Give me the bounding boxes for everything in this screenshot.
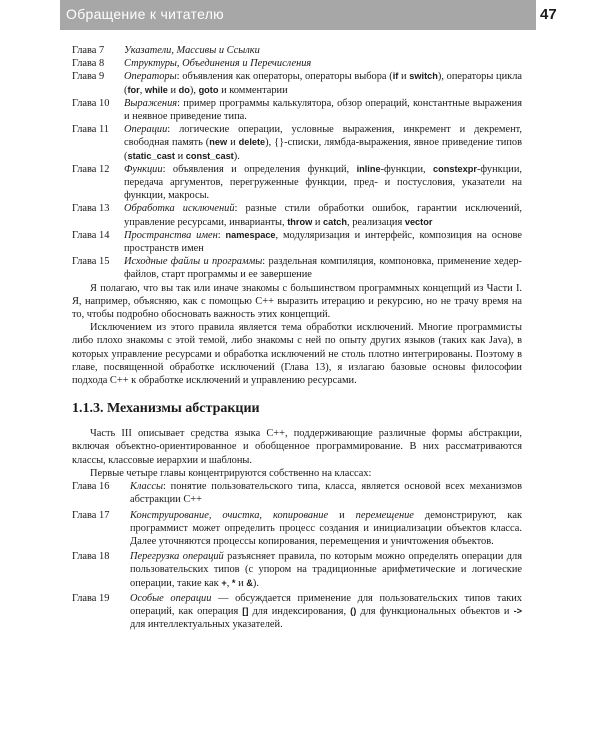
chapter-text: ), операторы цикла (	[124, 71, 522, 96]
chapter-topic: Пространства имен	[124, 229, 218, 241]
chapter-description	[124, 70, 522, 96]
chapter-entry	[72, 592, 522, 632]
chapter-description	[124, 202, 522, 228]
chapter-entry	[72, 163, 522, 203]
chapter-text: и	[174, 150, 186, 162]
chapter-text: : объявления и определения функций,	[162, 163, 357, 175]
code-keyword: throw	[287, 216, 313, 227]
chapter-topic: Перегрузка операций	[130, 551, 224, 563]
paragraph-part-three: Часть III описывает средства языка C++, поддерживающие различные формы абстракции, включая объектно-ориентированное и обобщенное программирование. В них рассматриваются классы, классовые иерархии и шаблоны.	[72, 428, 522, 466]
chapter-description	[124, 57, 522, 70]
chapter-topic: перемещение	[355, 509, 414, 521]
chapter-text: демонстрируют, как программист может определить процесс создания и инициализации объектов класса. Далее уточняются процессы копирования, перемещения и уничтожения объектов.	[130, 509, 522, 547]
chapter-text: : разные стили обработки ошибок, гарантии исключений, управление ресурсами, инварианты,	[124, 203, 522, 228]
chapter-label: Глава 17	[72, 509, 110, 521]
chapter-label: Глава 15	[72, 256, 110, 268]
chapter-text: : логические операции, условные выражения, инкремент и декремент, свободная память (	[124, 124, 522, 149]
chapter-text: для интеллектуальных указателей.	[130, 619, 283, 631]
chapter-list-part-3	[72, 480, 522, 631]
chapter-topic: Указатели, Массивы и Ссылки	[124, 45, 260, 56]
chapter-text: , реализация	[347, 216, 405, 228]
chapter-text: -функции,	[380, 163, 434, 175]
chapter-entry	[72, 97, 522, 123]
chapter-entry	[72, 57, 522, 70]
chapter-description	[124, 123, 522, 163]
chapter-label: Глава 19	[72, 592, 110, 604]
chapter-description	[130, 592, 522, 632]
chapter-text: , модуляризация и интерфейс, композиция на основе пространств имен	[124, 229, 523, 255]
section-heading: 1.1.3. Механизмы абстракции	[72, 401, 260, 417]
chapter-topic: Конструирование, очистка, копирование	[130, 509, 329, 521]
page-number: 47	[540, 6, 557, 23]
chapter-label: Глава 12	[72, 163, 110, 175]
code-keyword: namespace	[225, 229, 276, 240]
chapter-description	[124, 163, 522, 203]
chapter-label: Глава 18	[72, 551, 110, 563]
chapter-text: для индексирования,	[248, 605, 351, 617]
chapter-entry	[72, 123, 522, 163]
chapter-description	[124, 255, 522, 281]
chapter-text: -функции, передача аргументов, перегруженные функции, пред- и постусловия, указатели на функции, макросы.	[124, 163, 522, 202]
chapter-topic: Операторы	[124, 71, 177, 83]
chapter-text: и	[328, 509, 356, 521]
page-body	[72, 44, 522, 631]
chapter-entry	[72, 255, 522, 281]
chapter-topic: Операции	[124, 124, 168, 136]
chapter-entry	[72, 480, 522, 506]
chapter-topic: Выражения	[124, 97, 178, 109]
code-keyword: new	[209, 137, 228, 148]
code-keyword: for	[127, 84, 140, 95]
code-keyword: do	[178, 84, 190, 95]
chapter-text: ),	[189, 84, 199, 96]
code-keyword: &	[246, 577, 253, 588]
chapter-topic: Функции	[124, 163, 163, 175]
chapter-text: и комментарии	[218, 84, 288, 96]
chapter-text: ,	[139, 84, 145, 96]
chapter-label: Глава 13	[72, 203, 110, 215]
chapter-description	[130, 509, 522, 549]
chapter-entry	[72, 550, 522, 590]
chapter-description	[130, 550, 522, 590]
chapter-text: ), {}-списки, лямбда-выражения, явное приведение типов (	[124, 137, 522, 162]
chapter-text: и	[312, 216, 324, 228]
code-keyword: +	[221, 577, 227, 588]
chapter-text: — обсуждается применение для пользовательских типов таких операций, как операция	[130, 592, 522, 617]
chapter-text: : раздельная компиляция, компоновка, применение хедер-файлов, старт программы и ее завершение	[124, 256, 522, 281]
code-keyword: inline	[356, 163, 381, 174]
chapter-label: Глава 14	[72, 229, 110, 241]
chapter-topic: Структуры, Объединения и Перечисления	[124, 58, 312, 70]
chapter-text: :	[217, 229, 226, 241]
code-keyword: static_cast	[127, 150, 175, 161]
paragraph-concepts: Я полагаю, что вы так или иначе знакомы с большинством программных концепций из Части I. Я, например, объясняю, как с помощью C++ выразить итерацию и рекурсию, но не трачу время на то, чтобы подробно обосновать важность этих концепций.	[72, 282, 522, 321]
running-header	[60, 0, 557, 30]
code-keyword: ()	[350, 605, 357, 616]
chapter-entry	[72, 229, 522, 255]
chapter-description	[124, 44, 522, 57]
chapter-topic: Особые операции	[130, 592, 212, 604]
paragraph-classes-intro: Первые четыре главы концентрируются собственно на классах:	[90, 467, 372, 479]
chapter-entry	[72, 202, 522, 228]
paragraph-exceptions: Исключением из этого правила является тема обработки исключений. Многие программисты либо плохо знакомы с этой темой, либо знакомы с ней по опыту других языков (таких как Java), в которых управление ресурсами и обработка исключений не столь плотно интегрированы. Поэтому в главе, посвященной обработке исключений (Глава 13), я излагаю базовые основы философии подхода C++ к обработке исключений и управлению ресурсами.	[72, 322, 522, 387]
chapter-text: и	[167, 84, 179, 96]
chapter-text: для функциональных объектов и	[356, 605, 514, 617]
code-keyword: delete	[238, 137, 266, 148]
chapter-entry	[72, 509, 522, 549]
code-keyword: if	[392, 71, 399, 82]
chapter-text: ).	[233, 150, 240, 162]
code-keyword: while	[144, 84, 168, 95]
chapter-label: Глава 8	[72, 58, 105, 70]
code-keyword: switch	[409, 71, 438, 82]
chapter-text: : объявления как операторы, операторы выбора (	[176, 71, 393, 83]
chapter-label: Глава 11	[72, 124, 110, 136]
chapter-text: и	[227, 137, 239, 149]
chapter-description	[124, 97, 522, 123]
code-keyword: vector	[404, 216, 433, 227]
chapter-description	[124, 229, 522, 255]
code-keyword: *	[231, 577, 236, 588]
chapter-text: : пример программы калькулятора, обзор операций, константные выражения и неявное приведение типа.	[124, 97, 522, 123]
chapter-label: Глава 7	[72, 45, 105, 56]
chapter-text: : понятие пользовательского типа, класса, является основой всех механизмов абстракции C++	[130, 481, 522, 506]
code-keyword: catch	[323, 216, 348, 227]
chapter-text: ).	[252, 577, 259, 589]
chapter-entry	[72, 44, 522, 57]
chapter-list-part-2	[72, 44, 522, 282]
chapter-description	[130, 480, 522, 506]
chapter-label: Глава 10	[72, 97, 110, 109]
code-keyword: []	[242, 605, 249, 616]
chapter-topic: Исходные файлы и программы	[124, 256, 263, 268]
chapter-text: разъясняет правила, по которым можно определять операции для пользовательских типов (с упором на традиционные арифметические и логические операции, такие как	[130, 551, 523, 589]
code-keyword: const_cast	[185, 150, 234, 161]
running-header-title: Обращение к читателю	[66, 6, 224, 22]
code-keyword: goto	[198, 84, 219, 95]
chapter-text: ,	[226, 577, 232, 589]
code-keyword: ->	[513, 605, 523, 616]
chapter-entry	[72, 70, 522, 96]
chapter-text: и	[235, 577, 247, 589]
chapter-text: и	[398, 71, 410, 83]
chapter-label: Глава 9	[72, 71, 105, 83]
chapter-topic: Обработка исключений	[124, 203, 235, 215]
chapter-label: Глава 16	[72, 481, 110, 493]
chapter-topic: Классы	[130, 481, 164, 493]
code-keyword: constexpr	[433, 163, 477, 174]
